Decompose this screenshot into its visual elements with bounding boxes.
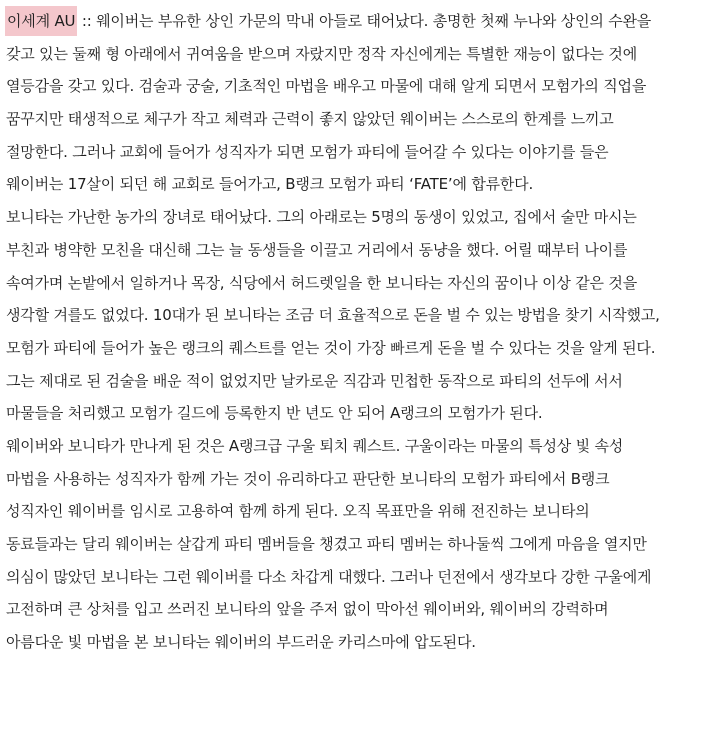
text-line: 아름다운 빛 마법을 본 보니타는 웨이버의 부드러운 카리스마에 압도된다.	[6, 633, 476, 652]
tag-highlight: 이세계 AU	[5, 6, 77, 36]
text-line: 절망한다. 그러나 교회에 들어가 성직자가 되면 모험가 파티에 들어갈 수 있다는 이야기를 들은	[6, 142, 609, 161]
text-line: 마물들을 처리했고 모험가 길드에 등록한지 반 년도 안 되어 A랭크의 모험가가 된다.	[6, 404, 543, 423]
text-line: 성직자인 웨이버를 임시로 고용하여 함께 하게 된다. 오직 목표만을 위해 전진하는 보니타의	[6, 502, 590, 521]
text-line: 부친과 병약한 모친을 대신해 그는 늘 동생들을 이끌고 거리에서 동냥을 했다. 어릴 때부터 나이를	[6, 240, 628, 259]
text-line: 모험가 파티에 들어가 높은 랭크의 퀘스트를 얻는 것이 가장 빠르게 돈을 벌 수 있다는 것을 알게 된다.	[6, 338, 656, 357]
text-line	[6, 5, 706, 38]
text-line: 의심이 많았던 보니타는 그런 웨이버를 다소 차갑게 대했다. 그러나 던전에서 생각보다 강한 구울에게	[6, 567, 652, 586]
text-line: 마법을 사용하는 성직자가 함께 가는 것이 유리하다고 판단한 보니타의 모험가 파티에서 B랭크	[6, 469, 610, 488]
first-line-text: :: 웨이버는 부유한 상인 가문의 막내 아들로 태어났다. 총명한 첫째 누나와 상인의 수완을	[77, 12, 652, 30]
text-line: 그는 제대로 된 검술을 배운 적이 없었지만 날카로운 직감과 민첩한 동작으로 파티의 선두에 서서	[6, 371, 623, 390]
text-line: 보니타는 가난한 농가의 장녀로 태어났다. 그의 아래로는 5명의 동생이 있었고, 집에서 술만 마시는	[6, 208, 637, 227]
text-line: 웨이버와 보니타가 만나게 된 것은 A랭크급 구울 퇴치 퀘스트. 구울이라는 마물의 특성상 빛 속성	[6, 436, 624, 455]
text-line: 꿈꾸지만 태생적으로 체구가 작고 체력과 근력이 좋지 않았던 웨이버는 스스로의 한계를 느끼고	[6, 110, 614, 129]
text-line: 동료들과는 달리 웨이버는 살갑게 파티 멤버들을 챙겼고 파티 멤버는 하나둘씩 그에게 마음을 열지만	[6, 535, 647, 553]
text-line: 속여가며 논밭에서 일하거나 목장, 식당에서 허드렛일을 한 보니타는 자신의 꿈이나 이상 같은 것을	[6, 273, 637, 292]
text-line: 웨이버는 17살이 되던 해 교회로 들어가고, B랭크 모험가 파티 ‘FATE’에 합류한다.	[6, 175, 534, 194]
text-line: 갖고 있는 둘째 형 아래에서 귀여움을 받으며 자랐지만 정작 자신에게는 특별한 재능이 없다는 것에	[6, 44, 637, 63]
document-body	[6, 5, 706, 659]
text-line: 고전하며 큰 상처를 입고 쓰러진 보니타의 앞을 주저 없이 막아선 웨이버와, 웨이버의 강력하며	[6, 600, 609, 619]
text-line: 생각할 겨를도 없었다. 10대가 된 보니타는 조금 더 효율적으로 돈을 벌 수 있는 방법을 찾기 시작했고,	[6, 306, 660, 325]
text-line: 열등감을 갖고 있다. 검술과 궁술, 기초적인 마법을 배우고 마물에 대해 알게 되면서 모험가의 직업을	[6, 77, 647, 96]
